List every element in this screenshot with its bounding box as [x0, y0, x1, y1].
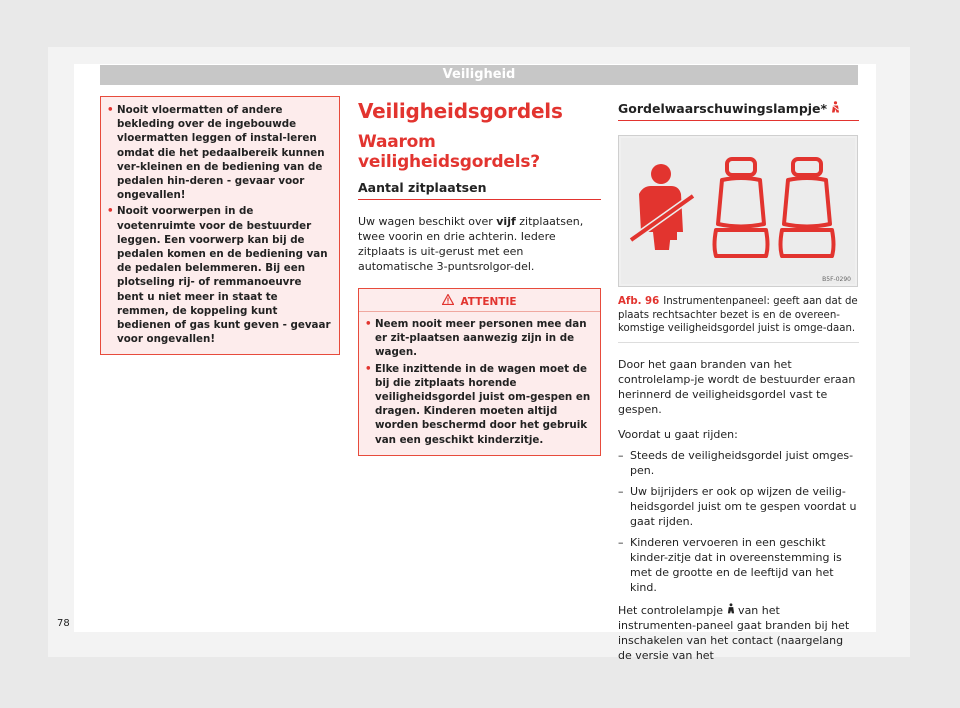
text-run-bold: vijf	[496, 215, 516, 228]
attention-box	[358, 288, 601, 456]
attention-label: ATTENTIE	[460, 296, 517, 308]
chapter-header: Veiligheid	[100, 65, 858, 85]
chapter-title: Veiligheidsgordels	[358, 99, 563, 123]
attention-item: • Elke inzittende in de wagen moet de bij die zitplaats horende veiligheidsgordel juist om-gespen en dragen. Kinderen moeten altijd worden beschermd door het gebruik van een geschikt kinderzitje.	[365, 362, 592, 447]
figure-caption	[618, 295, 859, 343]
heading-text: Gordelwaarschuwingslampje*	[618, 101, 828, 116]
warning-list	[107, 103, 331, 346]
paragraph: Voordat u gaat rijden:	[618, 427, 738, 441]
subsection-title: Aantal zitplaatsen	[358, 180, 601, 200]
warning-item: • Nooit voorwerpen in de voetenruimte voor de bestuurder leggen. Een voorwerp kan bij de pedalen komen en de bediening van de pedalen belemmeren. Bij een plotseling rij- of remmanoeuvre bent u niet meer in staat te remmen, de koppeling kunt bedienen of gas kunt geven - gevaar voor ongevallen!	[107, 204, 331, 346]
seatbelt-seats-illustration	[619, 136, 857, 286]
warning-continuation-box	[100, 96, 340, 355]
column-right	[618, 96, 859, 673]
caption-text: Instrumentenpaneel: geeft aan dat de plaats rechtsachter bezet is en de overeen-komstige veiligheidsgordel juist is omge-daan.	[618, 296, 858, 334]
column-left	[100, 96, 340, 355]
text-run: van het instrumenten-paneel gaat branden bij het inschakelen van het contact (naargelang de versie van het	[618, 603, 850, 662]
list-item: – Steeds de veiligheidsgordel juist omges-pen.	[618, 448, 859, 478]
list-item: – Kinderen vervoeren in een geschikt kinder-zitje dat in overeenstemming is met de grootte en de leeftijd van het kind.	[618, 535, 859, 595]
seatbelt-person-icon	[727, 604, 735, 617]
attention-list	[365, 317, 592, 447]
attention-header	[359, 289, 600, 312]
page-number: 78	[57, 618, 70, 629]
seats-paragraph	[358, 214, 601, 274]
warning-item: • Nooit vloermatten of andere bekleding over de ingebouwde vloermatten leggen of instal-leren omdat die het pedaalbereik kunnen ver-kleinen en de bediening van de pedalen hin-deren - gevaar voor ongevallen!	[107, 103, 331, 202]
figure-code: B5F-0290	[822, 276, 851, 283]
seat-icon	[781, 159, 834, 256]
text-run: Uw wagen beschikt over	[358, 215, 497, 228]
section-title: Waarom veiligheidsgordels?	[358, 132, 540, 172]
seatbelt-person-icon	[631, 164, 693, 250]
attention-item: • Neem nooit meer personen mee dan er zit-plaatsen aanwezig zijn in de wagen.	[365, 317, 592, 360]
figure-label: Afb. 96	[618, 296, 660, 307]
seatbelt-person-icon	[831, 101, 840, 116]
seat-icon	[715, 159, 768, 256]
column-middle	[358, 96, 601, 456]
paragraph: Door het gaan branden van het controlelamp-je wordt de bestuurder eraan herinnerd de veiligheidsgordel vast te gespen.	[618, 357, 856, 416]
attention-body	[359, 312, 600, 455]
warning-triangle-icon	[442, 294, 454, 308]
list-item: – Uw bijrijders er ook op wijzen de veilig-heidsgordel juist om te gespen voordat u gaat rijden.	[618, 484, 859, 529]
text-run: zitplaatsen, twee voorin en drie achterin. Iedere zitplaats is uit-gerust met een automatische 3-puntsrolgor-del.	[358, 215, 584, 273]
instrument-panel-figure	[618, 135, 858, 287]
seatbelt-lamp-heading	[618, 101, 859, 121]
paragraph	[618, 603, 859, 663]
text-run: Het controlelampje	[618, 603, 727, 617]
instruction-list	[618, 448, 859, 595]
